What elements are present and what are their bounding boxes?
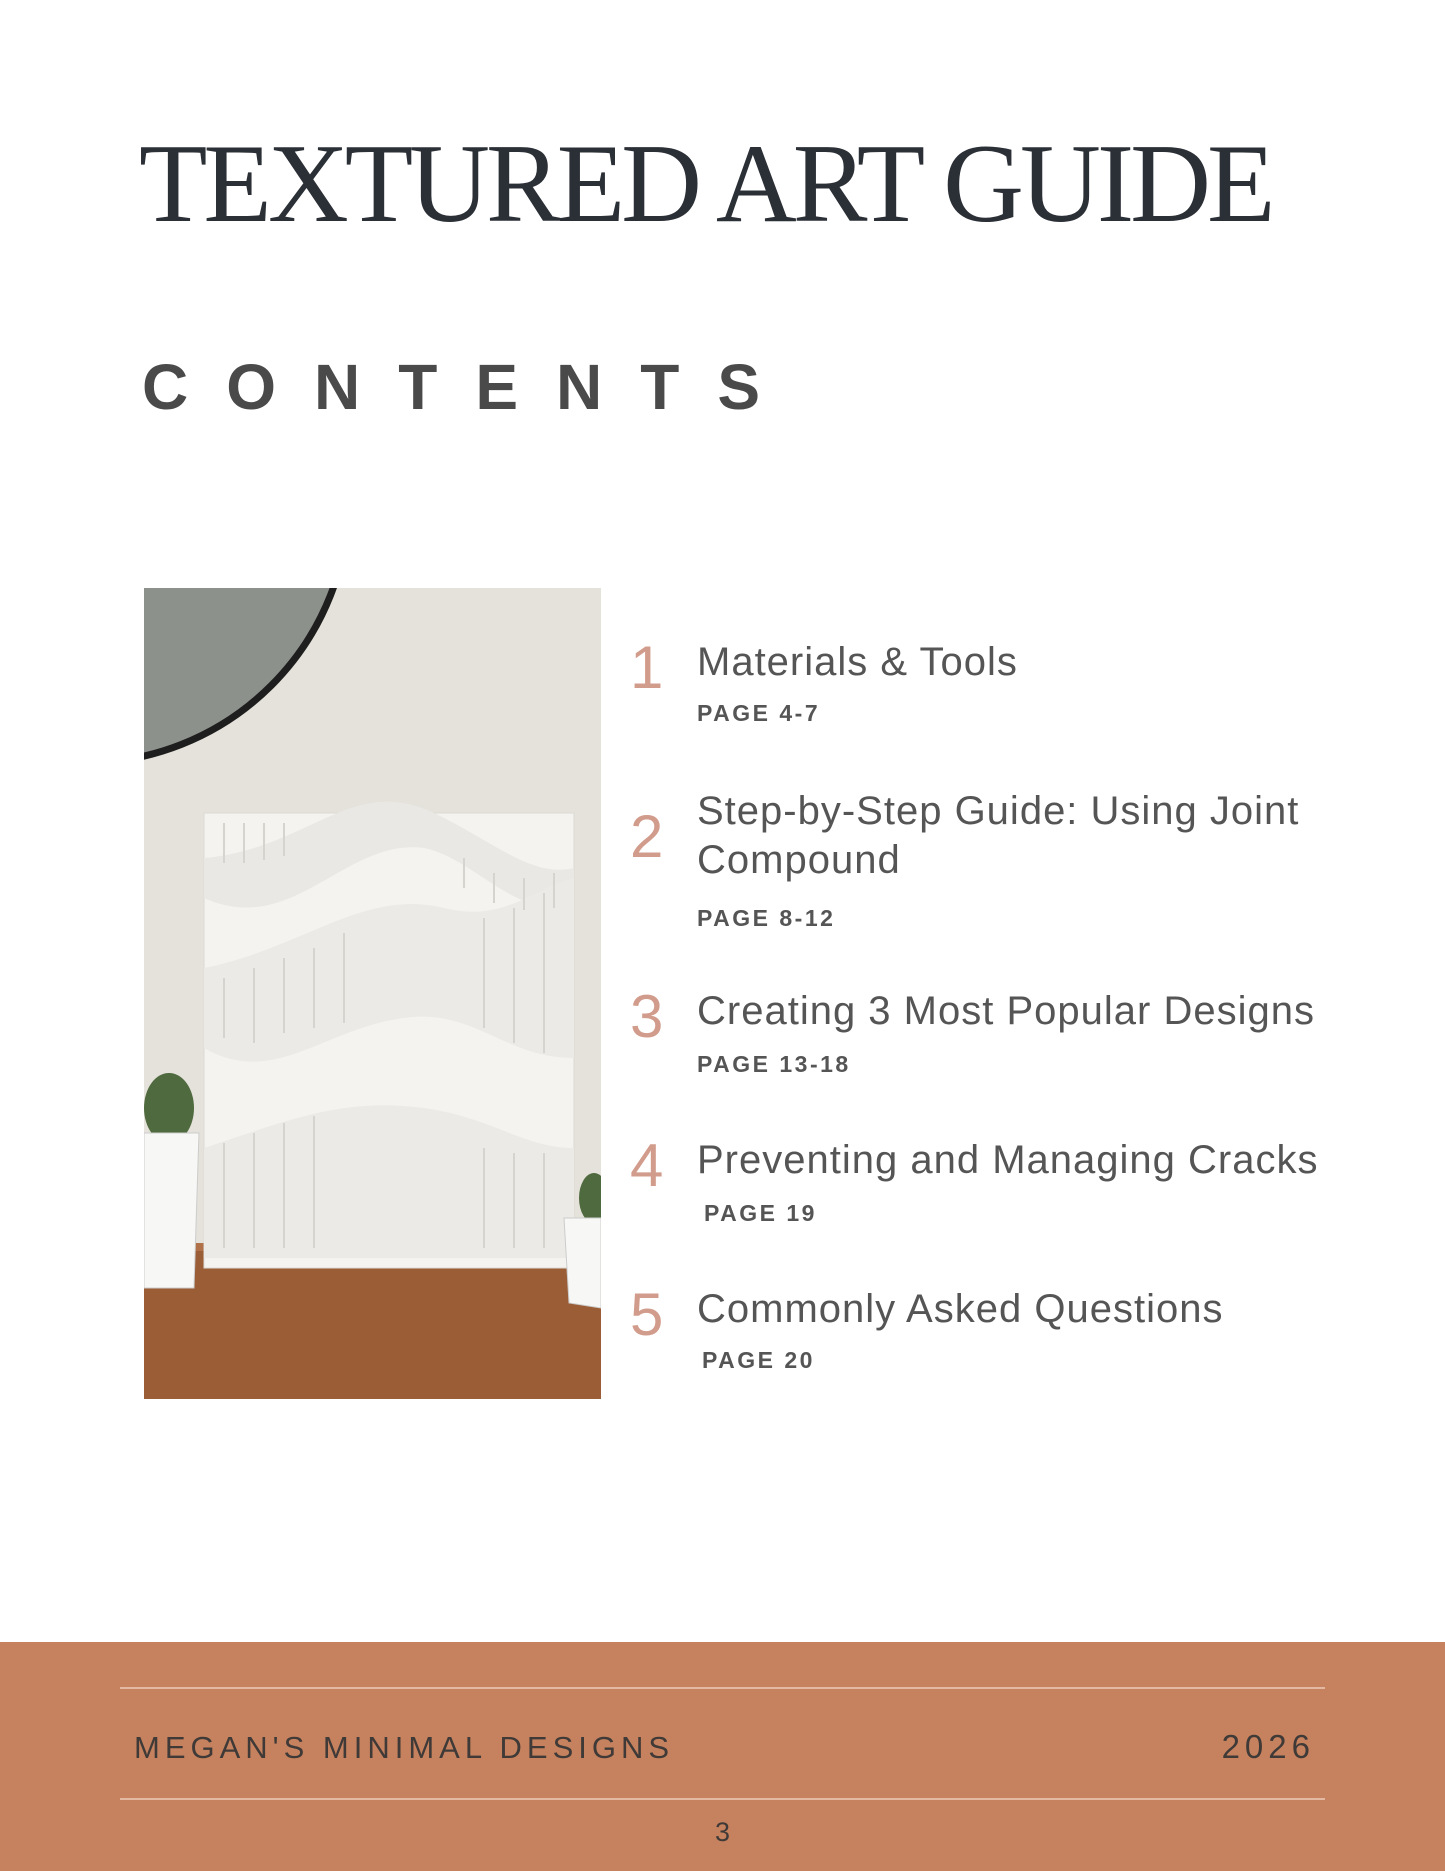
toc-pages: PAGE 19 xyxy=(704,1200,817,1226)
footer xyxy=(0,1642,1445,1871)
toc-title: Creating 3 Most Popular Designs xyxy=(697,989,1315,1033)
page-number: 3 xyxy=(714,1817,731,1847)
footer-divider-top xyxy=(120,1687,1325,1689)
toc-number: 4 xyxy=(630,1132,664,1199)
footer-divider-bottom xyxy=(120,1798,1325,1800)
toc-title: Step-by-Step Guide: Using Joint Compound xyxy=(697,789,1300,882)
toc-pages: PAGE 20 xyxy=(702,1347,815,1373)
footer-year: 2026 xyxy=(1221,1728,1315,1765)
canvas-artwork xyxy=(204,802,574,1268)
toc-pages: PAGE 13-18 xyxy=(697,1051,851,1077)
textured-art-photo xyxy=(144,588,601,1399)
toc-title: Commonly Asked Questions xyxy=(697,1287,1224,1331)
toc-number: 3 xyxy=(630,983,664,1050)
toc-title: Preventing and Managing Cracks xyxy=(697,1138,1319,1182)
toc-pages: PAGE 4-7 xyxy=(697,700,821,726)
contents-heading: CONTENTS xyxy=(142,351,798,423)
toc-title: Materials & Tools xyxy=(697,640,1018,684)
toc-number: 5 xyxy=(630,1281,664,1348)
toc-number: 1 xyxy=(630,634,664,701)
toc-pages: PAGE 8-12 xyxy=(697,905,836,931)
page-title: TEXTURED ART GUIDE xyxy=(139,122,1272,246)
footer-brand: MEGAN'S MINIMAL DESIGNS xyxy=(134,1730,675,1765)
toc-number: 2 xyxy=(630,803,664,870)
cactus-plant-left xyxy=(144,1073,199,1288)
